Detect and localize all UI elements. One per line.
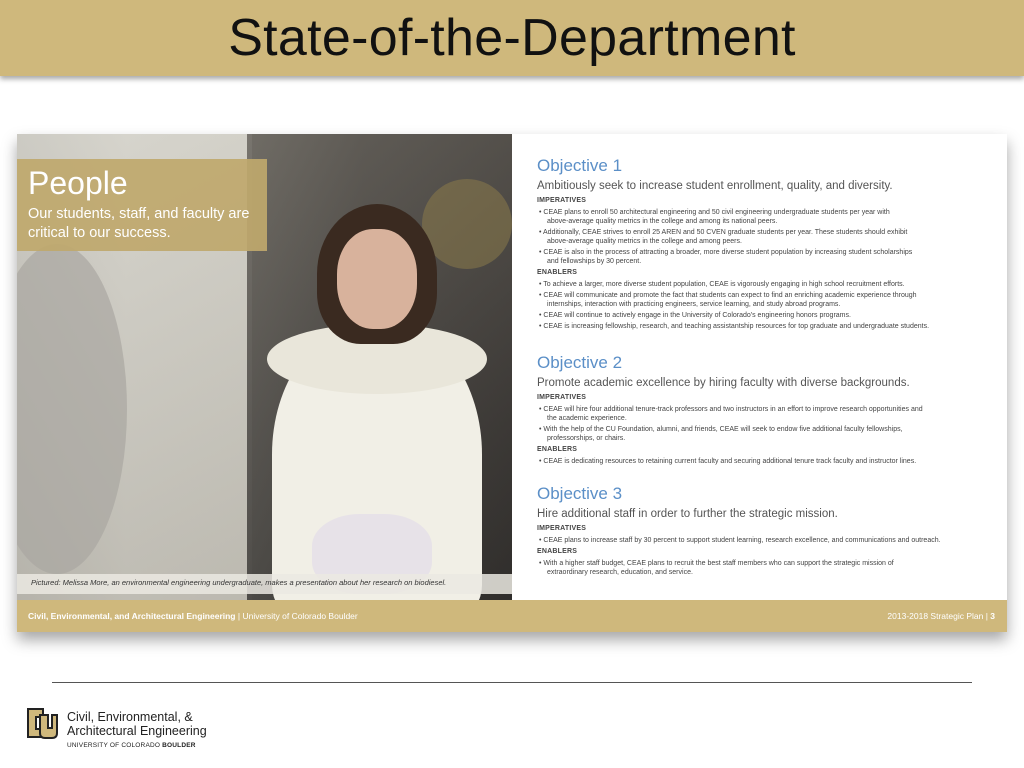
imperatives-heading: IMPERATIVES	[537, 197, 587, 204]
bullet-line: the academic experience.	[547, 415, 627, 422]
bullet-item	[539, 280, 989, 289]
people-box	[17, 159, 267, 251]
bullet-line: • CEAE will communicate and promote the fact that students can expect to find an enriching academic experience through	[539, 292, 917, 299]
people-subheading: Our students, staff, and faculty are critical to our success.	[28, 206, 250, 241]
objectives-page	[512, 134, 1007, 632]
bullet-line: • With the help of the CU Foundation, alumni, and friends, CEAE will seek to endow five additional faculty fellowships,	[539, 426, 903, 433]
bullet-line: • CEAE plans to increase staff by 30 percent to support student learning, research excellence, and communications and outreach.	[539, 537, 941, 544]
bullet-line: • CEAE will hire four additional tenure-track professors and two instructors in an effort to improve research opportunities and	[539, 406, 923, 413]
bottom-rule	[52, 682, 972, 683]
objective-title: Objective 2	[537, 353, 623, 372]
footer-right	[512, 600, 1007, 632]
bullet-line: • To achieve a larger, more diverse student population, CEAE is vigorously engaging in high school recruitment efforts.	[539, 281, 905, 288]
bullet-line: and fellowships by 30 percent.	[547, 258, 642, 265]
bullet-item	[539, 559, 989, 577]
footer-left	[17, 600, 512, 632]
enablers-heading: ENABLERS	[537, 446, 578, 453]
objective-subtitle: Promote academic excellence by hiring faculty with diverse backgrounds.	[537, 377, 910, 389]
bullet-line: • CEAE is increasing fellowship, research, and teaching assistantship resources for top graduate and undergraduate students.	[539, 323, 930, 330]
imperatives-heading: IMPERATIVES	[537, 525, 587, 532]
logo-line-1: Civil, Environmental, &	[67, 710, 193, 724]
logo-line-3	[67, 742, 196, 749]
logo-line-2: Architectural Engineering	[67, 724, 207, 738]
bullet-line: above-average quality metrics in the college and among its national peers.	[547, 218, 778, 225]
footer-plan	[887, 611, 995, 621]
bullet-line: • Additionally, CEAE strives to enroll 25 AREN and 50 CVEN graduate students per year. These students should exhibit	[539, 229, 908, 236]
presenter-face	[337, 229, 417, 329]
enablers-heading: ENABLERS	[537, 269, 578, 276]
objective-subtitle: Hire additional staff in order to further the strategic mission.	[537, 508, 838, 520]
bullet-item	[539, 536, 989, 545]
slide-title: State-of-the-Department	[228, 9, 796, 67]
bullet-line: extraordinary research, education, and service.	[547, 569, 693, 576]
enablers-heading: ENABLERS	[537, 548, 578, 555]
footer-plan-label: 2013-2018 Strategic Plan |	[887, 611, 991, 621]
logo-campus: BOULDER	[162, 742, 196, 749]
footer-department	[28, 611, 358, 621]
bullet-line: • CEAE is dedicating resources to retaining current faculty and securing additional tenure track faculty and instructor lines.	[539, 458, 917, 465]
bullet-line: • CEAE is also in the process of attracting a broader, more diverse student population by increasing student scholarships	[539, 249, 913, 256]
logo-university: UNIVERSITY OF COLORADO	[67, 742, 163, 749]
caption-strip	[17, 574, 512, 594]
bullet-line: internships, interaction with practicing engineers, service learning, and study abroad programs.	[547, 301, 841, 308]
cu-logo-icon	[25, 706, 59, 740]
sun-decoration	[422, 179, 512, 269]
photo-caption: Pictured: Melissa More, an environmental engineering undergraduate, makes a presentation about her research on biodiesel.	[31, 578, 447, 587]
people-heading: People	[28, 165, 128, 201]
bullet-item	[539, 405, 989, 423]
footer-university: | University of Colorado Boulder	[235, 611, 358, 621]
bullet-item	[539, 425, 989, 443]
imperatives-heading: IMPERATIVES	[537, 394, 587, 401]
bullet-item	[539, 311, 989, 320]
bullet-line: above-average quality metrics in the college and among peers.	[547, 238, 742, 245]
bullet-line: • CEAE plans to enroll 50 architectural engineering and 50 civil engineering undergraduate students per year with	[539, 209, 890, 216]
bullet-item	[539, 322, 989, 331]
bullet-item	[539, 248, 989, 266]
bullet-line: • CEAE will continue to actively engage in the University of Colorado's engineering honors programs.	[539, 312, 851, 319]
bullet-line: professorships, or chairs.	[547, 435, 626, 442]
bullet-item	[539, 228, 989, 246]
objective-title: Objective 3	[537, 484, 623, 503]
footer-department-name: Civil, Environmental, and Architectural Engineering	[28, 611, 236, 621]
bullet-item	[539, 457, 989, 466]
bullet-line: • With a higher staff budget, CEAE plans to recruit the best staff members who can support the strategic mission of	[539, 560, 894, 567]
bullet-item	[539, 208, 989, 226]
objective-title: Objective 1	[537, 156, 623, 175]
footer-page-number: 3	[990, 611, 995, 621]
photo-page	[17, 134, 512, 632]
objective-subtitle: Ambitiously seek to increase student enrollment, quality, and diversity.	[537, 180, 893, 192]
brochure-spread	[17, 134, 1007, 632]
bullet-item	[539, 291, 989, 309]
